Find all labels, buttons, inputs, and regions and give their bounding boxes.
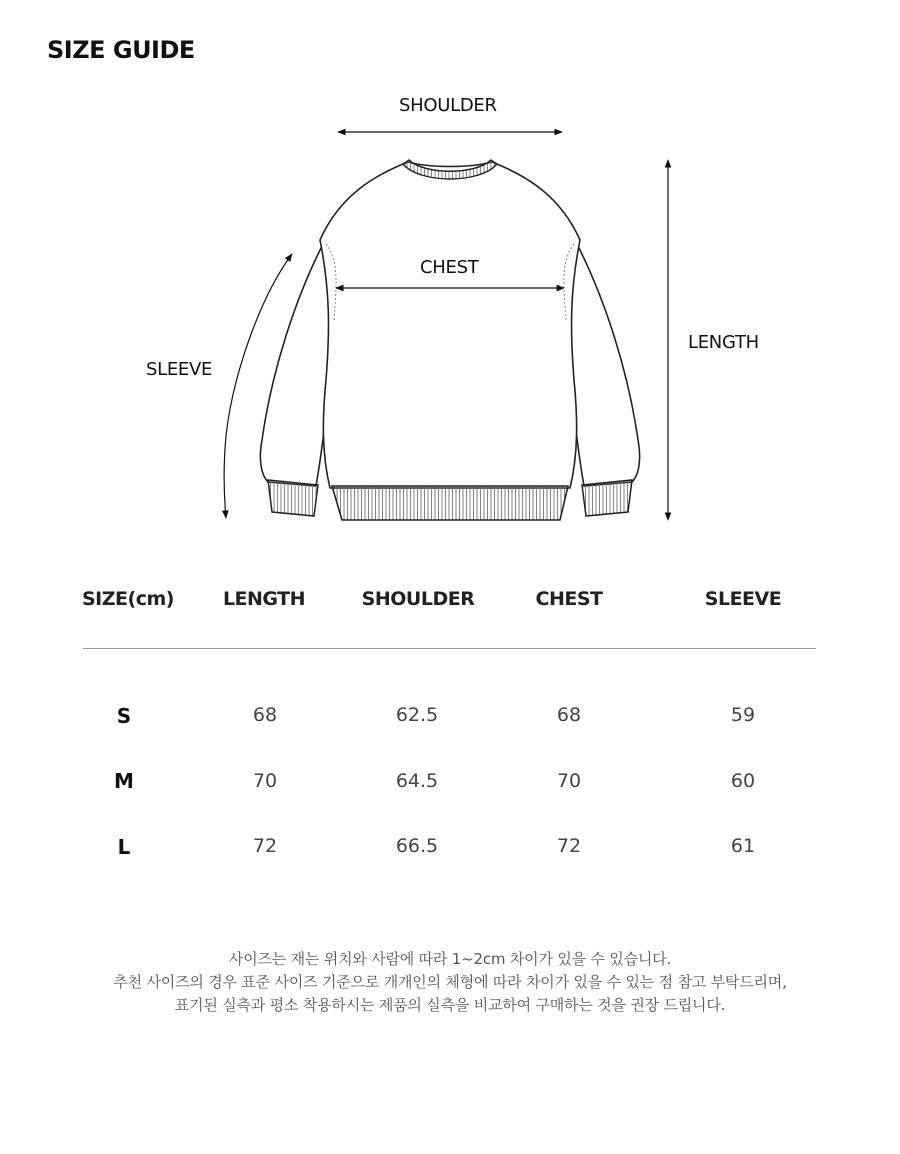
row-size-m: M xyxy=(114,769,134,793)
column-header-length: LENGTH xyxy=(222,588,306,610)
row-size-s: S xyxy=(116,704,132,728)
sleeve-label: SLEEVE xyxy=(146,359,213,380)
cell-sleeve: 59 xyxy=(730,704,756,726)
cell-sleeve: 60 xyxy=(730,770,756,792)
note-line: 사이즈는 재는 위치와 사람에 따라 1~2cm 차이가 있을 수 있습니다. xyxy=(228,950,672,968)
cell-sleeve: 61 xyxy=(730,835,756,857)
column-header-sleeve: SLEEVE xyxy=(704,588,782,610)
table-divider xyxy=(83,648,816,649)
column-header-size: SIZE(cm) xyxy=(82,588,174,610)
column-header-shoulder: SHOULDER xyxy=(361,588,475,610)
cell-chest: 72 xyxy=(556,835,582,857)
cell-length: 70 xyxy=(252,770,278,792)
row-size-l: L xyxy=(117,835,131,859)
note-line: 표기된 실측과 평소 착용하시는 제품의 실측을 비교하여 구매하는 것을 권장 드립니다. xyxy=(174,996,726,1014)
cell-length: 68 xyxy=(252,704,278,726)
left-cuff xyxy=(268,480,318,516)
sweatshirt-illustration xyxy=(0,0,900,560)
column-header-chest: CHEST xyxy=(535,588,603,610)
cell-shoulder: 66.5 xyxy=(395,835,439,857)
page-title: SIZE GUIDE xyxy=(47,36,195,64)
chest-label: CHEST xyxy=(420,257,479,278)
cell-shoulder: 62.5 xyxy=(395,704,439,726)
note-line: 추천 사이즈의 경우 표준 사이즈 기준으로 개개인의 체형에 따라 차이가 있을 수 있는 점 참고 부탁드리며, xyxy=(113,973,787,991)
cell-chest: 68 xyxy=(556,704,582,726)
length-label: LENGTH xyxy=(688,332,759,353)
hem-rib xyxy=(332,486,568,520)
size-note xyxy=(0,948,900,1017)
sweatshirt-diagram xyxy=(0,0,900,560)
body xyxy=(320,162,580,488)
cell-length: 72 xyxy=(252,835,278,857)
shoulder-label: SHOULDER xyxy=(399,95,497,116)
right-cuff xyxy=(582,480,632,516)
cell-chest: 70 xyxy=(556,770,582,792)
cell-shoulder: 64.5 xyxy=(395,770,439,792)
